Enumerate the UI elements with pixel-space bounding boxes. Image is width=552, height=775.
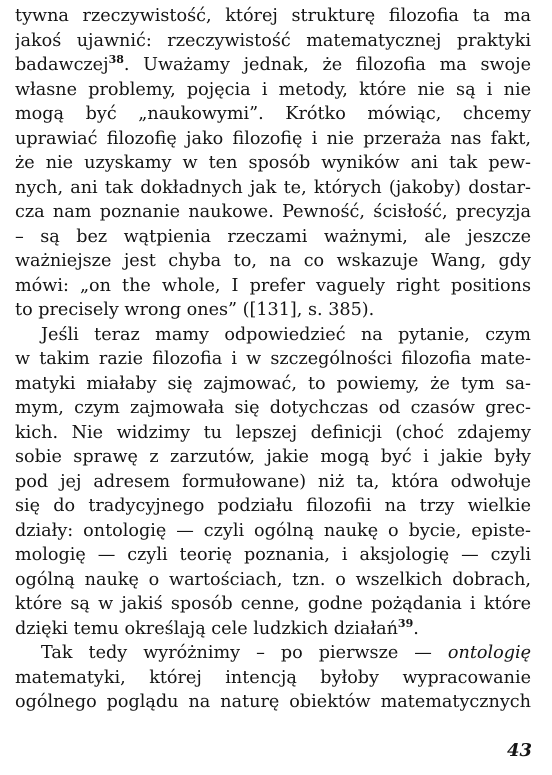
- line-text: badawczej: [15, 55, 109, 75]
- text-line: mówi: „on the whole, I prefer vaguely right positions: [15, 275, 531, 296]
- line-text: Tak tedy wyróżnimy – po pierwsze —: [41, 643, 448, 663]
- text-line: które są w jakiś sposób cenne, godne pożądania i które: [15, 594, 531, 614]
- text-line: [15, 53, 531, 78]
- line-text: dzięki temu określają cele ludzkich działań: [15, 618, 398, 639]
- text-line: mym, czym zajmowała się dotychczas od czasów grec-: [15, 398, 531, 418]
- line-text: . Uważamy jednak, że filozofia ma swoje: [123, 55, 531, 75]
- text-line: to precisely wrong ones” ([131], s. 385).: [15, 300, 375, 320]
- text-line: że nie uzyskamy w ten sposób wyników ani tak pew-: [15, 153, 531, 173]
- footnote-ref: 39: [397, 616, 414, 630]
- body-text: [15, 4, 531, 715]
- text-line: tywna rzeczywistość, której strukturę filozofia ta ma: [15, 6, 531, 26]
- emphasized-term: ontologię: [447, 643, 531, 663]
- text-line: [15, 641, 531, 666]
- text-line: uprawiać filozofię jako filozofię i nie przeraża nas fakt,: [15, 128, 531, 149]
- line-text: .: [413, 618, 419, 639]
- text-line: cza nam poznanie naukowe. Pewność, ścisłość, precyzja: [15, 202, 531, 222]
- text-line: nych, ani tak dokładnych jak te, których (jakoby) dostar-: [15, 177, 531, 198]
- text-line: kich. Nie widzimy tu lepszej definicji (choć zdajemy: [15, 422, 531, 443]
- text-line: działy: ontologię — czyli ogólną naukę o bycie, episte-: [15, 520, 531, 541]
- footnote-ref: 38: [108, 53, 124, 67]
- text-line: Jeśli teraz mamy odpowiedzieć na pytanie, czym: [41, 324, 531, 345]
- text-line: – są bez wątpienia rzeczami ważnymi, ale jeszcze: [15, 226, 531, 247]
- text-line: w takim razie filozofia i w szczególności filozofia mate-: [15, 349, 531, 369]
- text-line: ważniejsze jest chyba to, na co wskazuje Wang, gdy: [15, 251, 531, 271]
- text-line: pod jej adresem formułowane) niż ta, która odwołuje: [15, 471, 531, 492]
- text-line: mogą być „naukowymi”. Krótko mówiąc, chcemy: [15, 104, 531, 124]
- text-line: [15, 617, 531, 642]
- text-line: ogólną naukę o wartościach, tzn. o wszelkich dobrach,: [15, 569, 531, 590]
- text-line: ogólnego poglądu na naturę obiektów matematycznych: [15, 692, 531, 712]
- text-line: jakoś ujawnić: rzeczywistość matematycznej praktyki: [15, 30, 531, 51]
- text-line: się do tradycyjnego podziału filozofii na trzy wielkie: [15, 496, 531, 516]
- text-line: własne problemy, pojęcia i metody, które nie są i nie: [15, 79, 531, 100]
- text-line: matyki miałaby się zajmować, to powiemy, że tym sa-: [15, 373, 531, 394]
- text-line: sobie sprawę z zarzutów, jakie mogą być i jakie były: [15, 447, 531, 467]
- page-number: 43: [506, 740, 532, 761]
- text-line: matematyki, której intencją byłoby wypracowanie: [15, 667, 531, 688]
- text-line: mologię — czyli teorię poznania, i aksjologię — czyli: [15, 545, 531, 565]
